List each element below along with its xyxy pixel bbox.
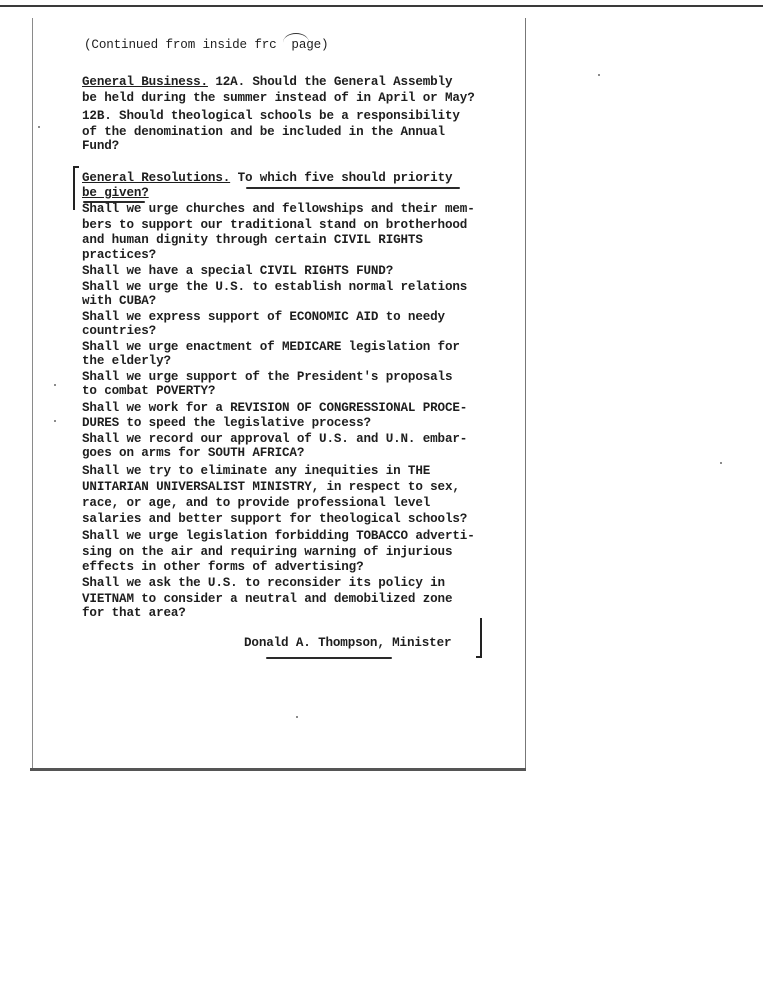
resolution-line: UNITARIAN UNIVERSALIST MINISTRY, in respect to sex, (82, 480, 460, 494)
resolution-line: practices? (82, 248, 157, 262)
resolution-line: Shall we urge support of the President's proposals (82, 370, 453, 384)
resolution-line: race, or age, and to provide professional level (82, 496, 431, 510)
scan-speck (720, 462, 722, 464)
resolution-line: Shall we urge enactment of MEDICARE legislation for (82, 340, 460, 354)
resolution-line: the elderly? (82, 354, 171, 368)
general-resolutions-prompt: To which five should priority (230, 171, 453, 185)
general-business-text: 12A. Should the General Assembly (207, 75, 453, 89)
resolution-line: for that area? (82, 606, 186, 620)
general-business-line-2: be held during the summer instead of in April or May? (82, 91, 475, 105)
signature-underline (266, 657, 392, 659)
resolution-line: VIETNAM to consider a neutral and demobilized zone (82, 592, 453, 606)
general-business-line-1 (82, 75, 452, 90)
resolution-line: bers to support our traditional stand on brotherhood (82, 218, 468, 232)
hand-drawn-bracket-right (476, 618, 482, 658)
resolution-line: Shall we record our approval of U.S. and U.N. embar- (82, 432, 468, 446)
continued-caption: (Continued from inside frc page) (84, 38, 329, 52)
resolution-line: goes on arms for SOUTH AFRICA? (82, 446, 305, 460)
hand-drawn-bracket (73, 166, 79, 210)
resolution-line: sing on the air and requiring warning of injurious (82, 545, 453, 559)
scan-top-edge (0, 5, 763, 7)
resolution-line: Shall we try to eliminate any inequities in THE (82, 464, 431, 478)
general-business-line-5: Fund? (82, 139, 120, 153)
resolution-line: Shall we have a special CIVIL RIGHTS FUND? (82, 264, 394, 278)
resolution-line: to combat POVERTY? (82, 384, 216, 398)
resolution-line: with CUBA? (82, 294, 157, 308)
general-business-line-3: 12B. Should theological schools be a responsibility (82, 109, 460, 123)
hole-punch-arc (283, 33, 309, 52)
general-resolutions-heading: General Resolutions. (82, 171, 231, 185)
resolution-line: Shall we work for a REVISION OF CONGRESSIONAL PROCE- (82, 401, 468, 415)
resolution-line: Shall we express support of ECONOMIC AID to needy (82, 310, 445, 324)
hand-underline (246, 187, 460, 189)
resolution-line: Shall we ask the U.S. to reconsider its policy in (82, 576, 445, 590)
general-resolutions-line-1 (82, 171, 452, 186)
resolution-line: Shall we urge churches and fellowships and their mem- (82, 202, 475, 216)
scan-speck (296, 716, 298, 718)
resolution-line: DURES to speed the legislative process? (82, 416, 371, 430)
general-business-heading: General Business. (82, 75, 208, 89)
resolution-line: countries? (82, 324, 157, 338)
resolution-line: Shall we urge the U.S. to establish normal relations (82, 280, 468, 294)
general-business-line-4: of the denomination and be included in the Annual (82, 125, 445, 139)
scan-speck (38, 126, 40, 128)
resolution-line: Shall we urge legislation forbidding TOBACCO adverti- (82, 529, 475, 543)
signature: Donald A. Thompson, Minister (244, 636, 452, 650)
resolution-line: effects in other forms of advertising? (82, 560, 364, 574)
resolution-line: salaries and better support for theological schools? (82, 512, 468, 526)
scan-speck (598, 74, 600, 76)
paper-bottom-edge (30, 768, 526, 771)
resolution-line: and human dignity through certain CIVIL RIGHTS (82, 233, 423, 247)
scan-speck (54, 384, 56, 386)
scan-speck (54, 420, 56, 422)
general-resolutions-prompt-2: be given? (82, 186, 149, 200)
